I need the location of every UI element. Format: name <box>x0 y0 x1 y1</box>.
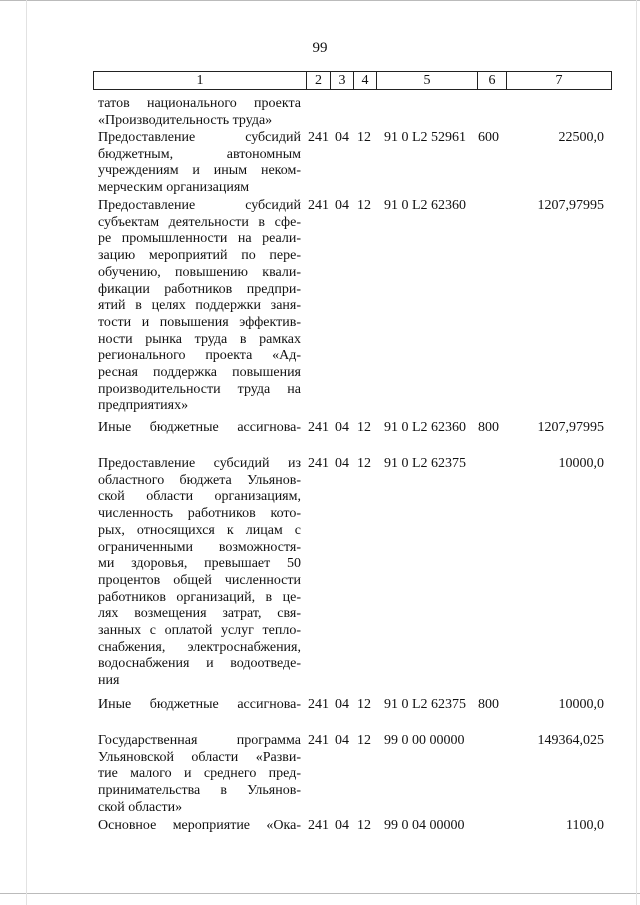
description-line: рых, относящихся к лицам с <box>98 522 301 538</box>
column-header-2: 2 <box>307 72 331 90</box>
description-line: работников организаций, в це- <box>98 589 301 605</box>
description-line: лях возмещения затрат, свя- <box>98 606 301 622</box>
description-line: ми здоровья, превышает 50 <box>98 556 301 572</box>
column-5-value: 91 0 L2 62375 <box>384 697 467 712</box>
column-header-1: 1 <box>94 72 307 90</box>
column-4-value: 12 <box>357 456 371 471</box>
column-2-value: 241 <box>308 697 329 712</box>
column-4-value: 12 <box>357 130 371 145</box>
description-line: Предоставление субсидий <box>98 198 301 213</box>
description-line: учреждениям и иным неком- <box>98 163 301 179</box>
column-header-5: 5 <box>377 72 478 90</box>
description-line: снабжения, электроснабжения, <box>98 639 301 655</box>
description-line: бюджетным, автономным <box>98 146 301 162</box>
column-5-value: 99 0 04 00000 <box>384 818 465 833</box>
column-7-value: 1207,97995 <box>537 420 604 435</box>
description-line: татов национального проекта <box>98 96 301 111</box>
description-line: численность работников кото- <box>98 506 301 522</box>
column-5-value: 91 0 L2 62375 <box>384 456 467 471</box>
column-2-value: 241 <box>308 198 329 213</box>
column-6-value: 800 <box>478 420 499 435</box>
column-4-value: 12 <box>357 420 371 435</box>
column-2-value: 241 <box>308 130 329 145</box>
description-line: тости и повышения эффектив- <box>98 314 301 330</box>
column-3-value: 04 <box>335 420 349 435</box>
description-line: Предоставление субсидий <box>98 130 301 145</box>
row-description <box>98 697 301 714</box>
description-line: мерческим организациям <box>98 180 250 196</box>
column-2-value: 241 <box>308 733 329 748</box>
scan-edge-top <box>0 0 640 1</box>
column-2-value: 241 <box>308 420 329 435</box>
description-line: ния <box>98 673 120 689</box>
column-6-value: 800 <box>478 697 499 712</box>
description-line: «Производительность труда» <box>98 112 273 128</box>
row-description <box>98 733 301 817</box>
description-line: регионального проекта «Ад- <box>98 348 301 364</box>
description-line: тие малого и среднего пред- <box>98 766 301 782</box>
column-5-value: 91 0 L2 52961 <box>384 130 467 145</box>
column-5-value: 99 0 00 00000 <box>384 733 465 748</box>
column-3-value: 04 <box>335 818 349 833</box>
column-2-value: 241 <box>308 456 329 471</box>
column-5-value: 91 0 L2 62360 <box>384 420 467 435</box>
description-line: Предоставление субсидий из <box>98 456 301 471</box>
column-7-value: 10000,0 <box>558 697 604 712</box>
column-4-value: 12 <box>357 198 371 213</box>
column-5-value: 91 0 L2 62360 <box>384 198 467 213</box>
description-line: Иные бюджетные ассигнова- <box>98 420 301 435</box>
description-line: занных с оплатой услуг тепло- <box>98 623 301 639</box>
column-4-value: 12 <box>357 733 371 748</box>
row-description <box>98 818 301 835</box>
description-line: субъектам деятельности в сфе- <box>98 214 301 230</box>
column-6-value: 600 <box>478 130 499 145</box>
description-line: ятий в целях поддержки заня- <box>98 298 301 314</box>
description-line: обучению, повышению квали- <box>98 264 301 280</box>
column-header-7: 7 <box>507 72 612 90</box>
column-header-4: 4 <box>354 72 377 90</box>
column-3-value: 04 <box>335 456 349 471</box>
row-description <box>98 420 301 437</box>
column-3-value: 04 <box>335 697 349 712</box>
row-description <box>98 198 301 415</box>
description-line: Государственная программа <box>98 733 301 748</box>
description-line: Иные бюджетные ассигнова- <box>98 697 301 712</box>
column-header-6: 6 <box>478 72 507 90</box>
description-line: предприятиях» <box>98 398 189 414</box>
page-number: 99 <box>312 40 328 56</box>
column-4-value: 12 <box>357 818 371 833</box>
column-7-value: 1207,97995 <box>537 198 604 213</box>
description-line: ре промышленности на реали- <box>98 231 301 247</box>
column-7-value: 10000,0 <box>558 456 604 471</box>
scan-edge-bottom <box>0 893 640 894</box>
column-4-value: 12 <box>357 697 371 712</box>
column-3-value: 04 <box>335 733 349 748</box>
column-3-value: 04 <box>335 130 349 145</box>
column-7-value: 22500,0 <box>558 130 604 145</box>
description-line: фикации работников предпри- <box>98 281 301 297</box>
description-line: производительности труда на <box>98 381 301 397</box>
description-line: ограниченными возможностя- <box>98 539 301 555</box>
column-7-value: 149364,025 <box>537 733 604 748</box>
description-line: Ульяновской области «Разви- <box>98 749 301 765</box>
description-line: процентов общей численности <box>98 572 301 588</box>
description-line: принимательства в Ульянов- <box>98 783 301 799</box>
column-3-value: 04 <box>335 198 349 213</box>
scan-edge-left <box>26 0 27 905</box>
description-line: ности рынка труда в рамках <box>98 331 301 347</box>
description-line: областного бюджета Ульянов- <box>98 472 301 488</box>
description-line: ской области организациям, <box>98 489 301 505</box>
column-header-3: 3 <box>331 72 354 90</box>
column-2-value: 241 <box>308 818 329 833</box>
scan-edge-right <box>636 0 637 905</box>
row-description <box>98 130 301 197</box>
column-7-value: 1100,0 <box>566 818 604 833</box>
row-description <box>98 456 301 690</box>
description-line: водоснабжения и водоотведе- <box>98 656 301 672</box>
description-line: Основное мероприятие «Ока- <box>98 818 301 833</box>
description-line: зацию мероприятий по пере- <box>98 248 301 264</box>
description-line: ресная поддержка повышения <box>98 365 301 381</box>
row-description <box>98 96 301 129</box>
description-line: ской области» <box>98 799 183 815</box>
